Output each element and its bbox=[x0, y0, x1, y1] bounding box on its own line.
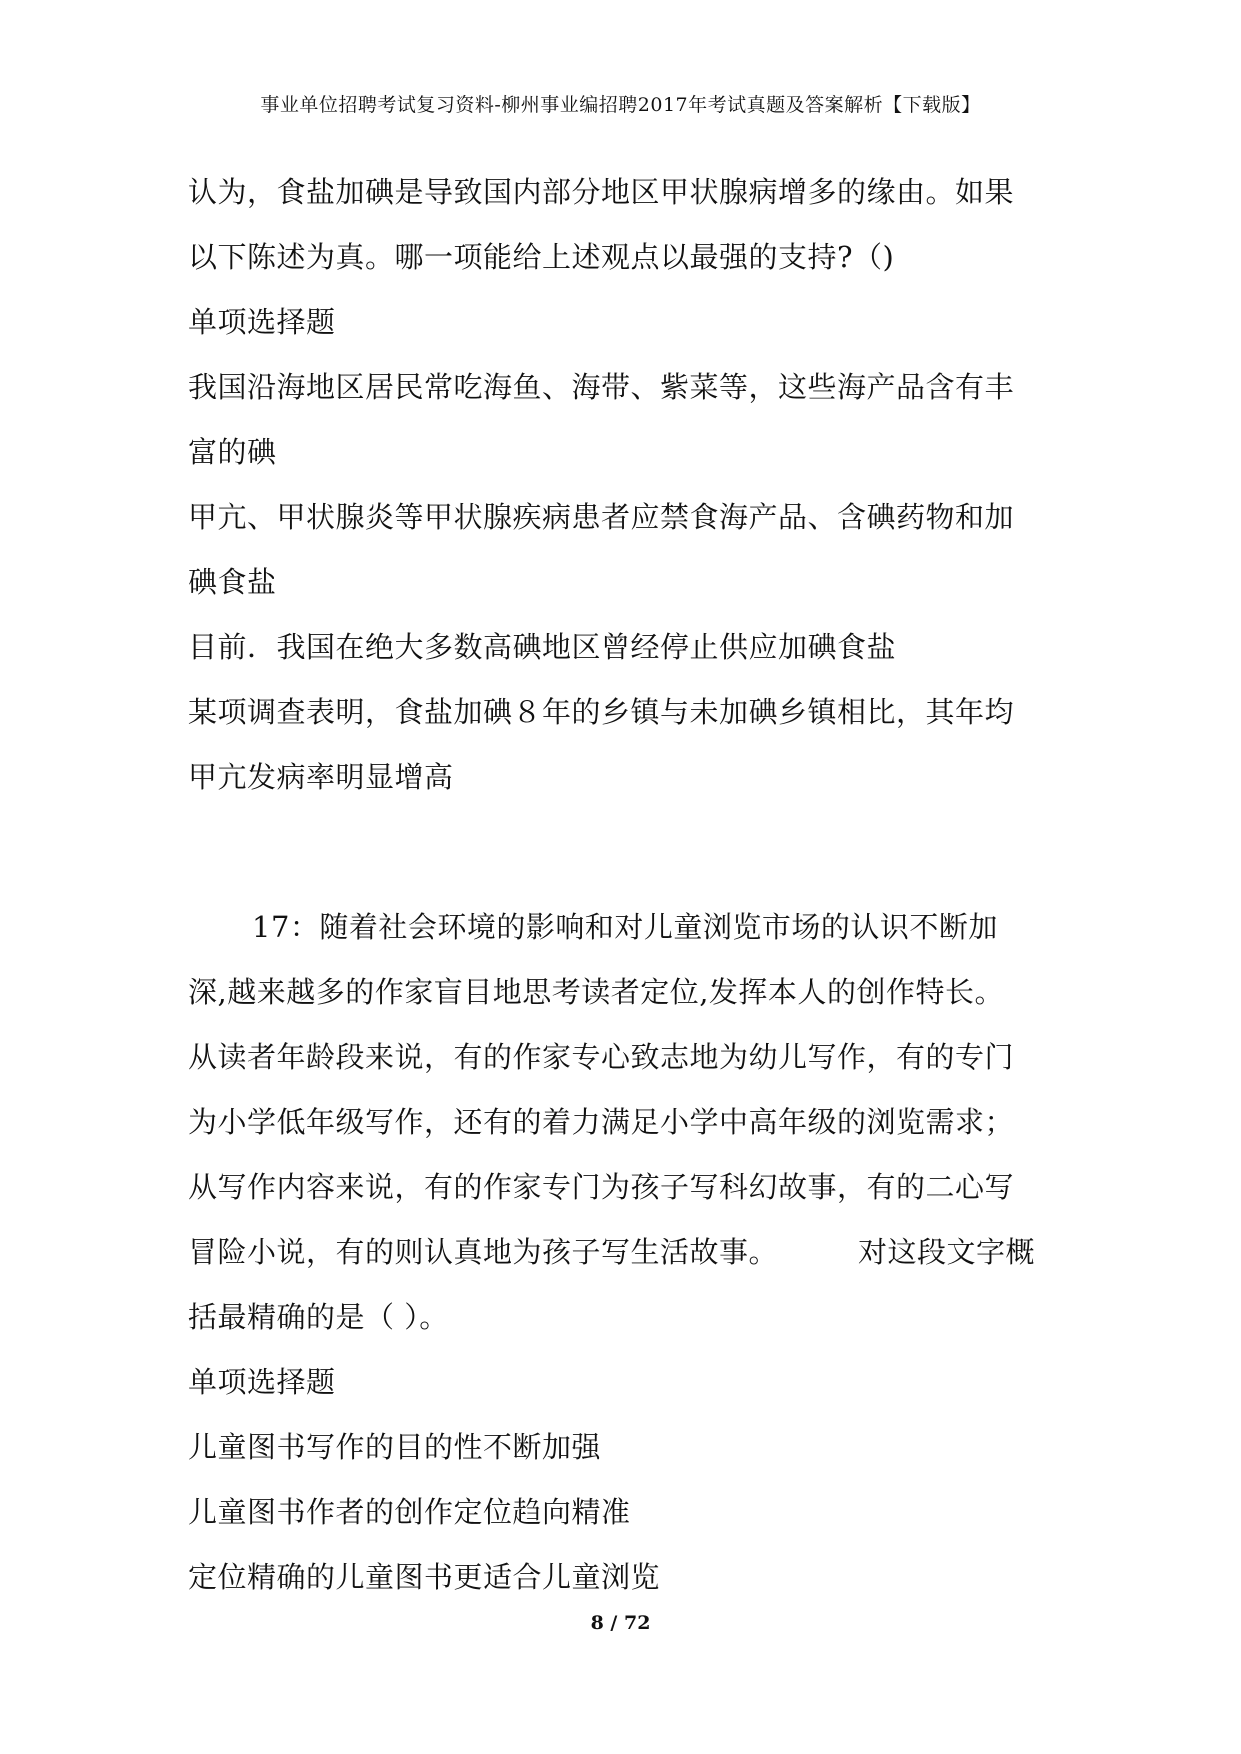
question-stem-line: 深,越来越多的作家盲目地思考读者定位,发挥本人的创作特长。 bbox=[188, 975, 1004, 1009]
section-gap bbox=[188, 810, 1068, 895]
question-stem-line: 以下陈述为真。哪一项能给上述观点以最强的支持?（) bbox=[188, 240, 895, 274]
question-16 bbox=[188, 160, 1068, 810]
option-line: 定位精确的儿童图书更适合儿童浏览 bbox=[188, 1560, 661, 1594]
page-header: 事业单位招聘考试复习资料-柳州事业编招聘2017年考试真题及答案解析【下载版】 bbox=[260, 94, 981, 116]
question-stem-line: 括最精确的是（ ）。 bbox=[188, 1300, 449, 1334]
question-stem-line-split bbox=[188, 1220, 1068, 1285]
option-line: 碘食盐 bbox=[188, 565, 277, 599]
page-number: 8 / 72 bbox=[590, 1612, 651, 1634]
question-stem-line: 为小学低年级写作，还有的着力满足小学中高年级的浏览需求； bbox=[188, 1105, 1015, 1139]
question-stem-line: 17：随着社会环境的影响和对儿童浏览市场的认识不断加 bbox=[252, 910, 998, 944]
option-line: 甲亢、甲状腺炎等甲状腺疾病患者应禁食海产品、含碘药物和加 bbox=[188, 500, 1015, 534]
option-line: 儿童图书写作的目的性不断加强 bbox=[188, 1430, 602, 1464]
question-type-label: 单项选择题 bbox=[188, 1365, 336, 1399]
question-stem-segment: 冒险小说，有的则认真地为孩子写生活故事。 bbox=[188, 1235, 779, 1269]
document-body bbox=[188, 160, 1068, 1610]
option-line: 富的碘 bbox=[188, 435, 277, 469]
question-stem-line: 从读者年龄段来说，有的作家专心致志地为幼儿写作，有的专门 bbox=[188, 1040, 1015, 1074]
option-line: 我国沿海地区居民常吃海鱼、海带、紫菜等，这些海产品含有丰 bbox=[188, 370, 1015, 404]
option-line: 儿童图书作者的创作定位趋向精准 bbox=[188, 1495, 631, 1529]
option-line: 甲亢发病率明显增高 bbox=[188, 760, 454, 794]
question-17 bbox=[188, 895, 1068, 1610]
question-stem-segment: 对这段文字概 bbox=[858, 1235, 1036, 1269]
question-stem-line: 认为，食盐加碘是导致国内部分地区甲状腺病增多的缘由。如果 bbox=[188, 175, 1015, 209]
option-line: 某项调查表明，食盐加碘８年的乡镇与未加碘乡镇相比，其年均 bbox=[188, 695, 1015, 729]
option-line: 目前．我国在绝大多数高碘地区曾经停止供应加碘食盐 bbox=[188, 630, 897, 664]
question-stem-line: 从写作内容来说，有的作家专门为孩子写科幻故事，有的二心写 bbox=[188, 1170, 1015, 1204]
question-type-label: 单项选择题 bbox=[188, 305, 336, 339]
